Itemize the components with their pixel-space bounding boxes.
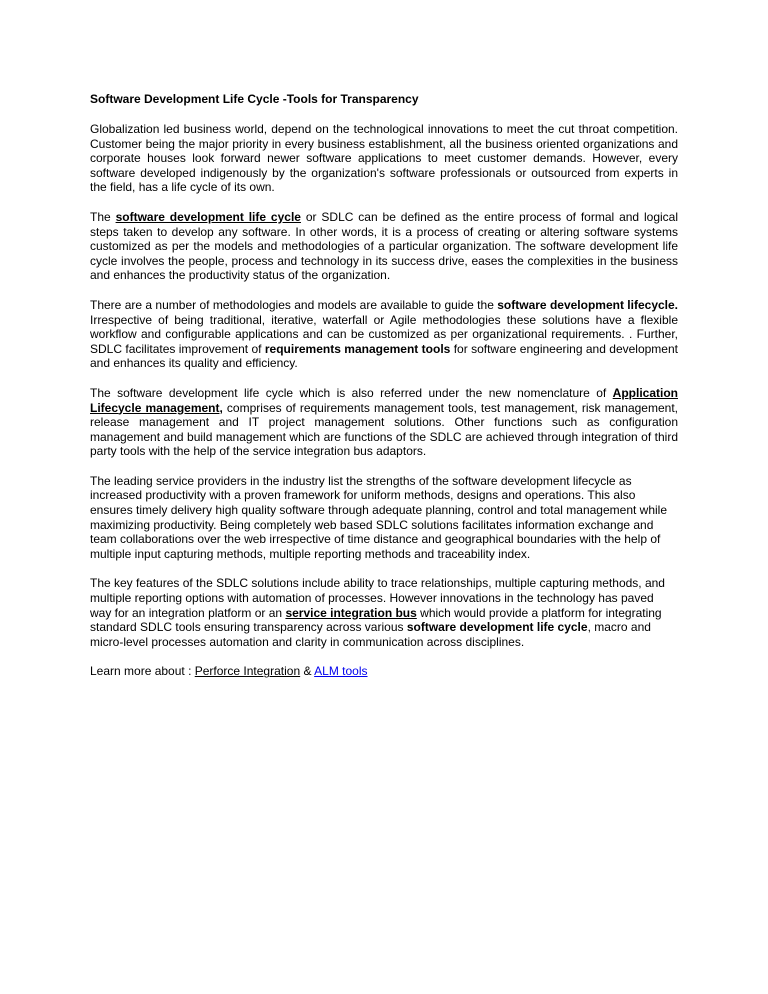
paragraph-learn-more bbox=[90, 664, 678, 679]
bold-requirements-management-tools: requirements management tools bbox=[264, 341, 451, 356]
text-segment: The bbox=[90, 209, 116, 224]
paragraph-alm bbox=[90, 386, 678, 459]
link-perforce-integration[interactable]: Perforce Integration bbox=[194, 664, 301, 679]
link-service-integration-bus[interactable]: service integration bus bbox=[285, 605, 417, 620]
text-segment: , macro and micro-level processes automation and clarity in communication across disciplines. bbox=[90, 620, 651, 649]
text-segment: Learn more about : bbox=[90, 664, 195, 679]
bold-software-development-lifecycle: software development lifecycle. bbox=[497, 297, 679, 312]
link-alm-tools[interactable]: ALM tools bbox=[314, 664, 368, 679]
text-segment: The software development life cycle which is also referred under the new nomenclature of bbox=[90, 385, 613, 400]
text-segment: & bbox=[300, 664, 315, 679]
bold-software-development-life-cycle: software development life cycle bbox=[406, 620, 588, 635]
paragraph-service-providers: The leading service providers in the industry list the strengths of the software development lifecycle as increased productivity with a proven framework for uniform methods, designs and operations. This also ensures timely delivery high quality software through adequate planning, control and total management while maximizing productivity. Being completely web based SDLC solutions facilitates information exchange and team collaborations over the web irrespective of time distance and geographical boundaries with the help of multiple input capturing methods, multiple reporting methods and traceability index. bbox=[90, 473, 668, 561]
link-application-lifecycle-management[interactable]: Application Lifecycle management, bbox=[90, 385, 678, 415]
text-segment: which would provide a platform for integrating standard SDLC tools ensuring transparency across various bbox=[90, 605, 662, 635]
text-segment: or SDLC can be defined as the entire process of formal and logical steps taken to develop any software. In other words, it is a process of creating or altering software systems customized as per the models and methodologies of a particular organization. The software development life cycle involves the people, process and technology in its success drive, eases the complexities in the business and enhances the productivity status of the organization. bbox=[90, 209, 679, 283]
text-segment: for software engineering and development and enhances its quality and efficiency. bbox=[90, 341, 678, 371]
text-segment: The key features of the SDLC solutions include ability to trace relationships, multiple capturing methods, and multiple reporting options with automation of processes. However innovations in the technology has paved way for an integration platform or an bbox=[90, 576, 665, 620]
paragraph-key-features bbox=[90, 576, 678, 649]
paragraph-methodologies bbox=[90, 298, 678, 371]
paragraph-globalization: Globalization led business world, depend on the technological innovations to meet the cut throat competition. Customer being the major priority in every business establishment, all the business oriented organizations and corporate houses look forward newer software applications to meet customer demands. However, every software developed indigenously by the organization's software professionals or outsourced from experts in the field, has a life cycle of its own. bbox=[90, 122, 678, 195]
text-segment: There are a number of methodologies and models are available to guide the bbox=[90, 297, 498, 312]
text-segment: comprises of requirements management tools, test management, risk management, release management and IT project management solutions. Other functions such as configuration management and build management which are functions of the SDLC are achieved through integration of third party tools with the help of the service integration bus adaptors. bbox=[90, 400, 678, 459]
paragraph-sdlc-definition bbox=[90, 210, 678, 283]
document-title: Software Development Life Cycle -Tools for Transparency bbox=[90, 92, 419, 106]
link-software-development-life-cycle[interactable]: software development life cycle bbox=[115, 209, 301, 224]
text-segment: Irrespective of being traditional, iterative, waterfall or Agile methodologies these solutions have a flexible workflow and configurable applications and can be customized as per organizational requirements. . Further, SDLC facilitates improvement of bbox=[90, 312, 678, 356]
